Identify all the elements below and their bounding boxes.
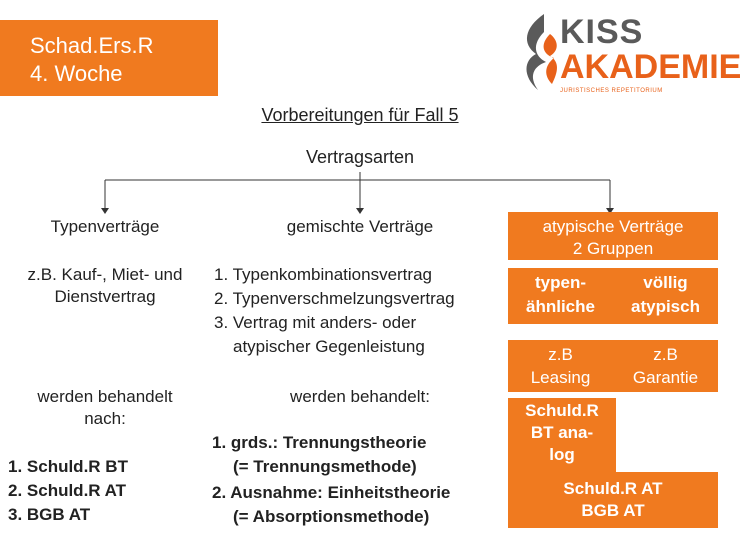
col3-heading-line1: atypische Verträge: [542, 217, 684, 236]
col1-treated-line1: werden behandelt: [37, 387, 173, 406]
logo-word-kiss: KISS: [560, 13, 644, 51]
page-title: Vertragsarten: [305, 147, 415, 167]
col3-group2-line1: völlig: [643, 273, 688, 292]
col3-treat1-box: [508, 398, 616, 472]
course-title: Schad.Ers.R: [30, 33, 154, 58]
col2-item2: 2. Typenverschmelzungsvertrag: [214, 289, 455, 308]
col2-theory1-line1: 1. grds.: Trennungstheorie: [212, 433, 427, 452]
col3-example1-line2: Leasing: [530, 368, 591, 387]
col2-item1: 1. Typenkombinationsvertrag: [214, 265, 432, 284]
col1-heading: Typenverträge: [50, 217, 160, 236]
col3-example1-line1: z.B: [548, 345, 573, 364]
col3-heading-line2: 2 Gruppen: [572, 239, 654, 258]
col3-treat2-line1: Schuld.R AT: [563, 479, 663, 498]
col3-group1-line2: ähnliche: [526, 297, 595, 316]
col3-treat2-box: [508, 472, 718, 528]
col2-theory2-line1: 2. Ausnahme: Einheitstheorie: [212, 483, 451, 502]
logo-tagline: JURISTISCHES REPETITORIUM: [560, 88, 663, 94]
course-week: 4. Woche: [30, 61, 123, 86]
arrow-middle-icon: [356, 208, 364, 214]
col1-example-line1: z.B. Kauf-, Miet- und: [27, 265, 183, 284]
col3-treat1-line1: Schuld.R: [525, 401, 599, 420]
arrow-left-icon: [101, 208, 109, 214]
col3-group1-line1: typen-: [535, 273, 586, 292]
col2-treated: werden behandelt:: [290, 387, 430, 406]
col3-treat1-line3: log: [549, 445, 575, 464]
col3-groups-box: [508, 268, 718, 324]
col2-item3-line2: atypischer Gegenleistung: [233, 337, 425, 356]
col3-heading-box: [508, 212, 718, 260]
col1-example-line2: Dienstvertrag: [54, 287, 156, 306]
col2-theory2-line2: (= Absorptionsmethode): [233, 507, 430, 526]
col3-treat1-line2: BT ana-: [530, 423, 594, 442]
col2-item3-line1: 3. Vertrag mit anders- oder: [214, 313, 417, 332]
col3-example2-line1: z.B: [653, 345, 678, 364]
col3-example2-line2: Garantie: [632, 368, 699, 387]
col3-examples-box: [508, 340, 718, 392]
col3-group2-line2: atypisch: [631, 297, 700, 316]
col3-treat2-line2: BGB AT: [581, 501, 645, 520]
col2-theory1-line2: (= Trennungsmethode): [233, 457, 417, 476]
col1-law1: 1. Schuld.R BT: [8, 457, 128, 476]
col1-law3: 3. BGB AT: [8, 505, 91, 524]
logo-word-akademie: AKADEMIE: [560, 48, 741, 86]
col1-treated-line2: nach:: [84, 409, 126, 428]
page-subtitle: Vorbereitungen für Fall 5: [261, 105, 459, 125]
col1-law2: 2. Schuld.R AT: [8, 481, 127, 500]
col2-heading: gemischte Verträge: [286, 217, 434, 236]
